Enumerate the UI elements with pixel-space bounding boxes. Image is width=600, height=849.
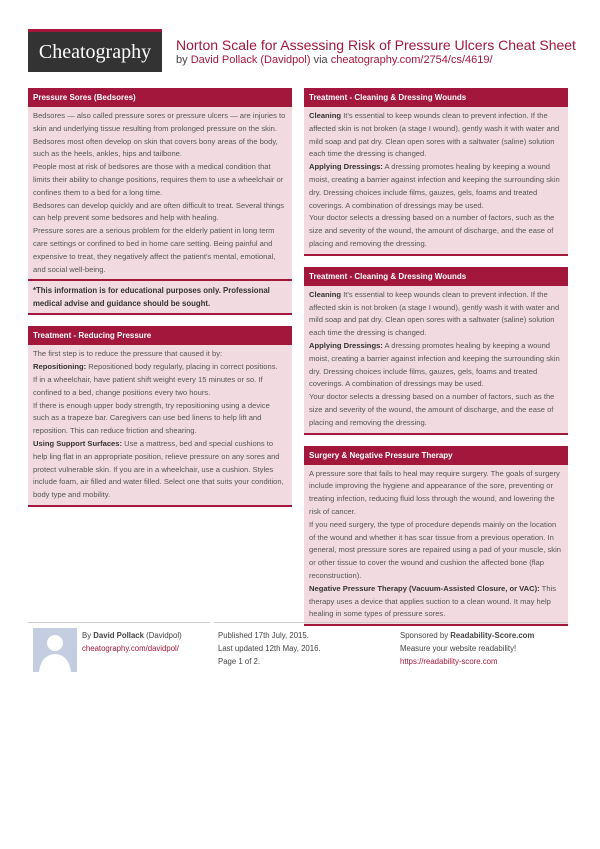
paragraph — [33, 225, 287, 276]
paragraph-text: If there is enough upper body strength, try repositioning using a device such as a trapeze bar. Caregivers can use bed linens to help lift and reposition. This can reduce friction and shearing. — [33, 400, 270, 436]
author-name: David Pollack — [93, 631, 144, 640]
section-body — [304, 465, 568, 625]
paragraph-text: If you need surgery, the type of procedure depends mainly on the location of the wound and whether it has scar tissue from a previous operation. In general, most pressure sores are repaired using a pad of your muscle, skin or other tissue to cover the wound and cushion the affected bone (flap reconstruction). — [309, 519, 561, 580]
paragraph-text: It's essential to keep wounds clean to prevent infection. If the affected skin is not broken (a stage I wound), gently wash it with water and mild soap and pat dry. Clean open sores with a saltwater (saline) solution each time the dressing is changed. — [309, 111, 560, 159]
paragraph — [309, 391, 563, 429]
author-profile-link[interactable]: cheatography.com/davidpol/ — [82, 644, 179, 653]
footer-sponsor — [400, 622, 568, 668]
paragraph-text: Bedsores — also called pressure sores or pressure ulcers — are injuries to skin and underlying tissue resulting from prolonged pressure on the skin. Bedsores most often develop on skin that covers bony areas of the body, such as the heels, ankles, hips and tailbone. — [33, 111, 286, 159]
bold-term: Applying Dressings: — [309, 162, 383, 172]
paragraph-text: A dressing promotes healing by keeping a wound moist, creating a barrier against infection and keeping the surrounding skin dry. Dressing choices include films, gauzes, gels, foams and treated coverings. A combination of dressings may be used. — [309, 162, 560, 210]
paragraph — [309, 340, 563, 391]
sponsor-link[interactable]: https://readability-score.com — [400, 657, 498, 666]
bold-term: Using Support Surfaces: — [33, 438, 123, 448]
paragraph — [33, 110, 287, 161]
sponsor-tagline: Measure your website readability! — [400, 644, 517, 653]
disclaimer-note: *This information is for educational purposes only. Professional medical advise and guidance should be sought. — [28, 279, 292, 313]
cheatography-logo[interactable]: Cheatography — [28, 29, 162, 72]
sponsor-name: Readability-Score.com — [450, 631, 535, 640]
right-column — [304, 88, 568, 637]
paragraph-text: Pressure sores are a serious problem for the elderly patient in long term care settings or confined to bed in home care setting. Being painful and expensive to treat, they negatively affect the patient's mental, emotional, and social well-being. — [33, 226, 276, 274]
paragraph — [33, 161, 287, 199]
paragraph — [309, 468, 563, 519]
via-label: via — [313, 54, 328, 66]
paragraph — [309, 583, 563, 621]
section-box — [304, 267, 568, 435]
paragraph — [33, 438, 287, 502]
sheet-url-link[interactable]: cheatography.com/2754/cs/4619/ — [330, 54, 493, 66]
bold-term: Applying Dressings: — [309, 340, 383, 350]
paragraph-text: A pressure sore that fails to heal may require surgery. The goals of surgery include improving the hygiene and appearance of the sore, preventing or treating infection, reducing fluid loss through the wound, and lowering the risk of cancer. — [309, 468, 560, 516]
section-body — [304, 107, 568, 254]
page-title: Norton Scale for Assessing Risk of Pressure Ulcers Cheat Sheet — [176, 37, 576, 53]
section-title: Treatment - Cleaning & Dressing Wounds — [304, 88, 568, 107]
paragraph-text: If in a wheelchair, have patient shift weight every 15 minutes or so. If confined to a bed, change positions every two hours. — [33, 374, 263, 397]
divider — [344, 622, 568, 623]
paragraph-text: Your doctor selects a dressing based on a number of factors, such as the size and severity of the wound, the amount of discharge, and the ease of placing and removing the dressing. — [309, 213, 555, 248]
section-box — [28, 326, 292, 507]
bold-term: Repositioning: — [33, 362, 87, 372]
by-label: by — [176, 54, 188, 66]
updated-date: Last updated 12th May, 2016. — [218, 644, 321, 653]
section-title: Treatment - Reducing Pressure — [28, 326, 292, 345]
sponsored-label: Sponsored by — [400, 631, 449, 640]
paragraph — [33, 374, 287, 400]
paragraph — [309, 110, 563, 161]
section-box — [28, 88, 292, 315]
paragraph-text: People most at risk of bedsores are those with a medical condition that limits their ability to change positions, requires them to use a wheelchair or confines them to a bed for a long time. — [33, 162, 284, 197]
bold-term: Cleaning — [309, 289, 342, 299]
section-title: Pressure Sores (Bedsores) — [28, 88, 292, 107]
paragraph — [309, 289, 563, 340]
paragraph-text: This therapy uses a device that applies suction to a clean wound. It may help healing in some types of pressure sores. — [309, 583, 557, 619]
paragraph — [309, 212, 563, 250]
paragraph-text: Use a mattress, bed and special cushions to help ling flat in an appropriate position, relieve pressure on any sores and protect vulnerable skin. If you are in a wheelchair, use a cushion. Styles include foam, air filled and water filled. Select one that suits your condition, body type and mobility. — [33, 438, 284, 500]
section-title: Treatment - Cleaning & Dressing Wounds — [304, 267, 568, 286]
author-link[interactable]: David Pollack (Davidpol) — [190, 54, 311, 66]
paragraph — [33, 200, 287, 226]
footer-author — [82, 622, 210, 655]
paragraph — [309, 519, 563, 583]
published-date: Published 17th July, 2015. — [218, 631, 309, 640]
bold-term: Negative Pressure Therapy (Vacuum-Assisted Closure, or VAC): — [309, 583, 540, 593]
paragraph-text: Repositioned body regularly, placing in correct positions. — [86, 362, 278, 372]
section-body — [28, 107, 292, 279]
page-number: Page 1 of 2. — [218, 657, 261, 666]
paragraph-text: Your doctor selects a dressing based on a number of factors, such as the size and severity of the wound, the amount of discharge, and the ease of placing and removing the dressing. — [309, 392, 555, 427]
author-handle: (Davidpol) — [146, 631, 182, 640]
by-label: By — [82, 631, 92, 640]
paragraph-text: It's essential to keep wounds clean to prevent infection. If the affected skin is not broken (a stage I wound), gently wash it with water and mild soap and pat dry. Clean open sores with a saltwater (saline) solution each time the dressing is changed. — [309, 289, 560, 338]
paragraph-text: A dressing promotes healing by keeping a wound moist, creating a barrier against infection and keeping the surrounding skin dry. Dressing choices include films, gauzes, gels, foams and treated coverings. A combination of dressings may be used. — [309, 340, 560, 389]
section-body — [304, 286, 568, 433]
byline — [176, 54, 493, 66]
paragraph — [33, 361, 287, 374]
section-box — [304, 446, 568, 627]
paragraph — [309, 161, 563, 212]
section-title: Surgery & Negative Pressure Therapy — [304, 446, 568, 465]
section-box — [304, 88, 568, 256]
paragraph-text: Bedsores can develop quickly and are often difficult to treat. Several things can help prevent some bedsores and help with healing. — [33, 200, 285, 223]
bold-term: Cleaning — [309, 111, 342, 120]
paragraph-text: The first step is to reduce the pressure that caused it by: — [33, 349, 223, 359]
user-silhouette-icon — [33, 628, 77, 672]
paragraph — [33, 348, 287, 361]
author-avatar — [33, 628, 77, 672]
section-body — [28, 345, 292, 505]
footer-meta — [218, 622, 368, 668]
paragraph — [33, 400, 287, 438]
divider — [28, 622, 210, 623]
left-column — [28, 88, 292, 518]
